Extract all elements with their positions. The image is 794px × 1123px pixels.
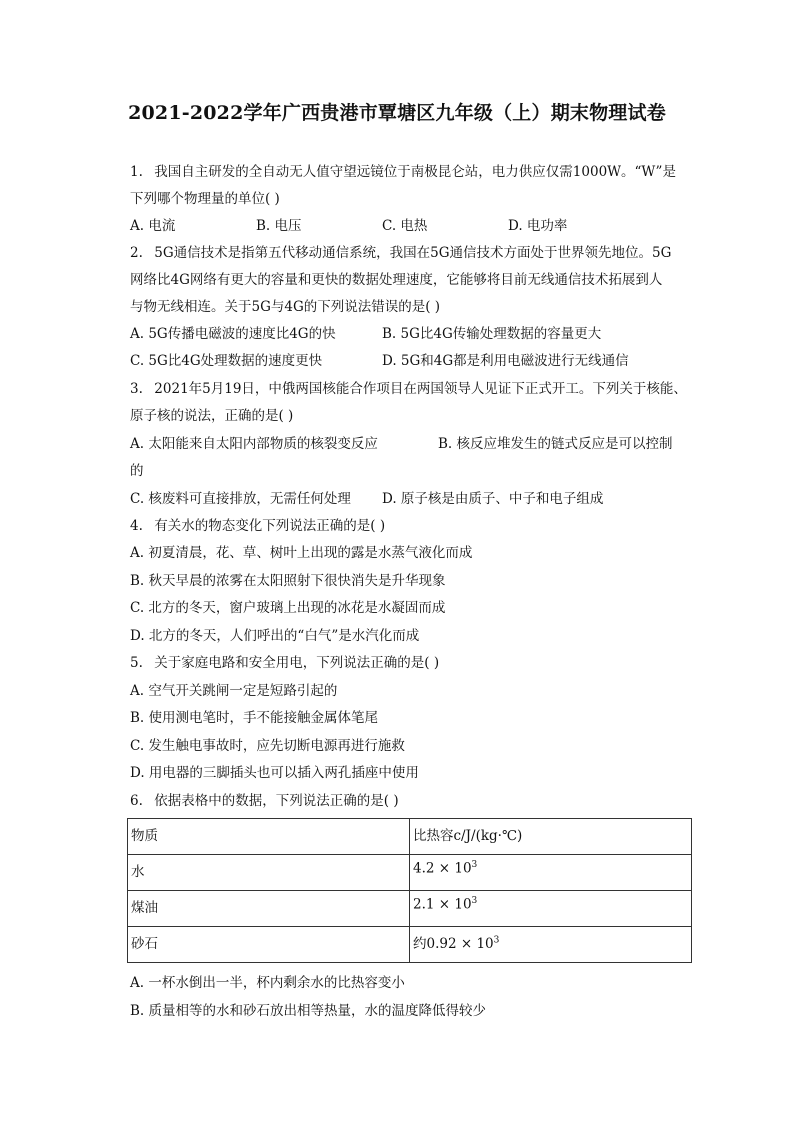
question-1-number: 1.	[130, 164, 143, 180]
question-4-option-d: D. 北方的冬天，人们呼出的“白气”是水汽化而成	[130, 628, 420, 644]
question-6-option-b: B. 质量相等的水和砂石放出相等热量，水的温度降低得较少	[130, 1003, 487, 1019]
question-1-option-c: C. 电热	[382, 218, 428, 234]
question-4-option-b: B. 秋天早晨的浓雾在太阳照射下很快消失是升华现象	[130, 573, 446, 589]
table-cell-value: 约$0.92 \times 10^3$	[410, 927, 692, 963]
question-3-option-c: C. 核废料可直接排放，无需任何处理	[130, 491, 351, 507]
question-3-option-a: A. 太阳能来自太阳内部物质的核裂变反应	[130, 436, 378, 452]
question-4-line-1: 4. 有关水的物态变化下列说法正确的是( )	[130, 518, 386, 534]
question-2-option-c: C. 5G比4G处理数据的速度更快	[130, 353, 323, 369]
question-3-number: 3.	[130, 381, 143, 397]
question-2-line-2: 网络比4G网络有更大的容量和更快的数据处理速度，它能够将目前无线通信技术拓展到人	[130, 272, 663, 288]
question-2-option-a: A. 5G传播电磁波的速度比4G的快	[130, 326, 336, 342]
table-cell-substance: 砂石	[128, 927, 410, 963]
question-2-line-1: 2. 5G通信技术是指第五代移动通信系统，我国在5G通信技术方面处于世界领先地位。5G	[130, 245, 672, 261]
question-5-number: 5.	[130, 655, 143, 671]
table-cell-substance: 水	[128, 855, 410, 891]
question-5-option-c: C. 发生触电事故时，应先切断电源再进行施救	[130, 738, 405, 754]
table-row	[128, 927, 692, 963]
question-1-line-1: 1. 我国自主研发的全自动无人值守望远镜位于南极昆仑站，电力供应仅需1000W。“W”是	[130, 164, 676, 180]
page-title: 2021-2022学年广西贵港市覃塘区九年级（上）期末物理试卷	[128, 102, 666, 124]
question-6-line-1: 6. 依据表格中的数据，下列说法正确的是( )	[130, 793, 399, 809]
question-2-option-b: B. 5G比4G传输处理数据的容量更大	[382, 326, 602, 342]
question-3-option-d: D. 原子核是由质子、中子和电子组成	[382, 491, 604, 507]
question-3-line-1: 3. 2021年5月19日，中俄两国核能合作项目在两国领导人见证下正式开工。下列关于核能、	[130, 381, 687, 397]
question-4-option-c: C. 北方的冬天，窗户玻璃上出现的冰花是水凝固而成	[130, 600, 446, 616]
question-1-option-d: D. 电功率	[508, 218, 568, 234]
question-4-option-a: A. 初夏清晨，花、草、树叶上出现的露是水蒸气液化而成	[130, 545, 473, 561]
question-1-option-a: A. 电流	[130, 218, 176, 234]
question-5-option-d: D. 用电器的三脚插头也可以插入两孔插座中使用	[130, 765, 419, 781]
table-header-cell: 比热容c/J/(kg·℃)	[410, 819, 692, 855]
question-6-number: 6.	[130, 793, 143, 809]
question-1-line-2: 下列哪个物理量的单位( )	[130, 191, 280, 207]
table-cell-value: $4.2 \times 10^3$	[410, 855, 692, 891]
question-5-option-b: B. 使用测电笔时，手不能接触金属体笔尾	[130, 710, 379, 726]
question-5-line-1: 5. 关于家庭电路和安全用电，下列说法正确的是( )	[130, 655, 440, 671]
specific-heat-table	[127, 818, 692, 963]
question-6-option-a: A. 一杯水倒出一半，杯内剩余水的比热容变小	[130, 975, 405, 991]
table-row	[128, 891, 692, 927]
question-3-option-b-continued: 的	[130, 463, 144, 479]
question-4-number: 4.	[130, 518, 143, 534]
question-1-option-b: B. 电压	[256, 218, 302, 234]
question-2-number: 2.	[130, 245, 143, 261]
table-cell-substance: 煤油	[128, 891, 410, 927]
table-header-row	[128, 819, 692, 855]
table-row	[128, 855, 692, 891]
question-2-line-3: 与物无线相连。关于5G与4G的下列说法错误的是( )	[130, 299, 441, 315]
question-3-line-2: 原子核的说法，正确的是( )	[130, 408, 294, 424]
question-3-option-b: B. 核反应堆发生的链式反应是可以控制	[438, 436, 673, 452]
table-cell-value: $2.1 \times 10^3$	[410, 891, 692, 927]
question-5-option-a: A. 空气开关跳闸一定是短路引起的	[130, 683, 338, 699]
table-header-cell: 物质	[128, 819, 410, 855]
question-2-option-d: D. 5G和4G都是利用电磁波进行无线通信	[382, 353, 629, 369]
